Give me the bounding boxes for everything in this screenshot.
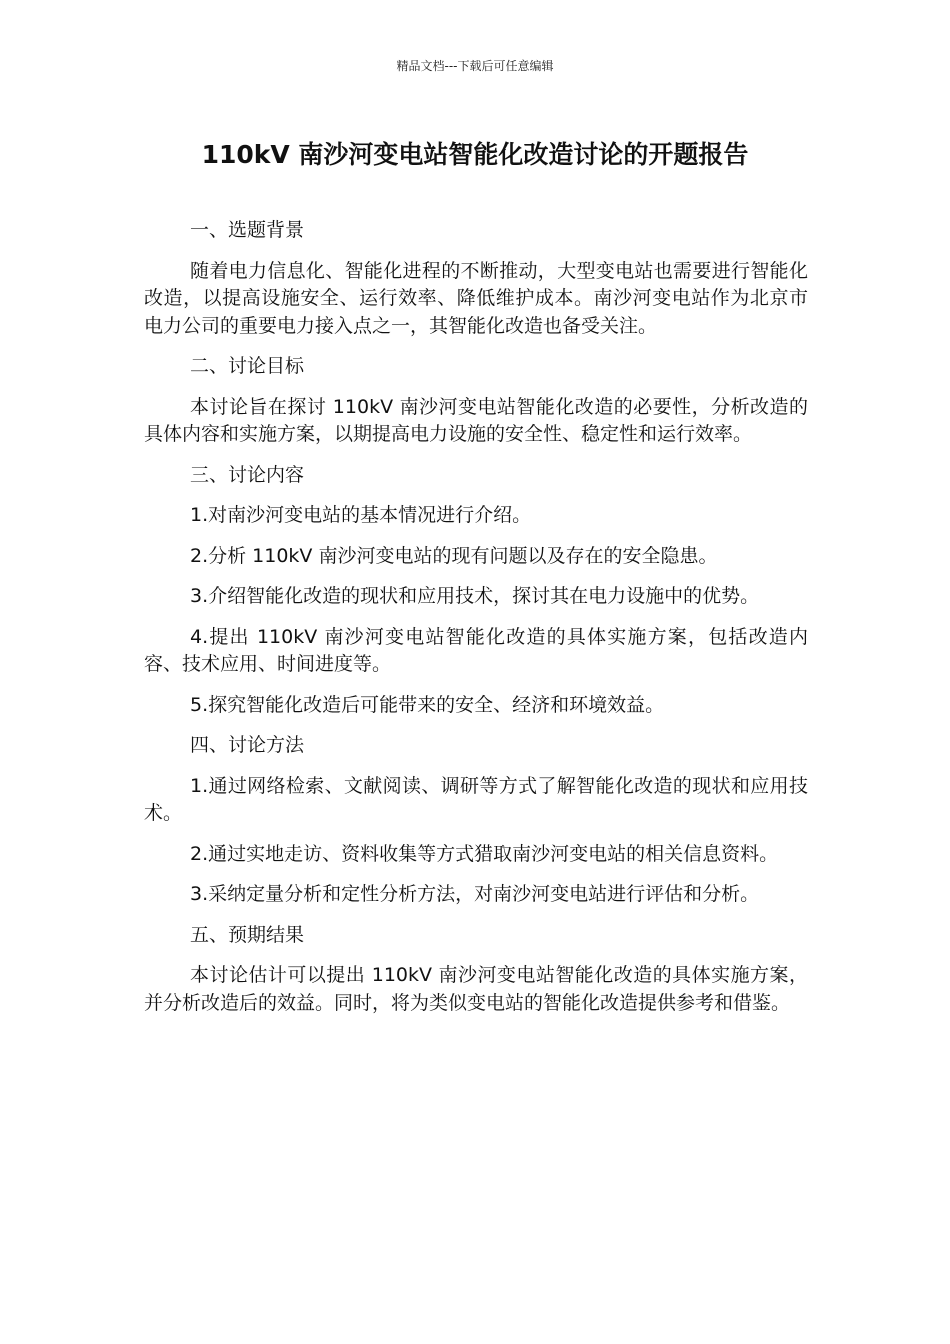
content-item-2: 2.分析 110kV 南沙河变电站的现有问题以及存在的安全隐患。: [190, 544, 718, 567]
document-body: [144, 217, 808, 1030]
method-item-3: 3.采纳定量分析和定性分析方法，对南沙河变电站进行评估和分析。: [190, 883, 760, 905]
header-note: 精品文档---下载后可任意编辑: [396, 59, 554, 73]
section-heading-objective: 二、讨论目标: [190, 355, 305, 377]
section-heading-content: 三、讨论内容: [190, 463, 305, 486]
paragraph-background: 随着电力信息化、智能化进程的不断推动，大型变电站也需要进行智能化改造，以提高设施安全、运行效率、降低维护成本。南沙河变电站作为北京市电力公司的重要电力接入点之一，其智能化改造也备受关注。: [144, 259, 808, 337]
content-item-4: 4.提出 110kV 南沙河变电站智能化改造的具体实施方案，包括改造内容、技术应用、时间进度等。: [144, 625, 808, 675]
section-heading-background: 一、选题背景: [190, 219, 305, 241]
content-item-5: 5.探究智能化改造后可能带来的安全、经济和环境效益。: [190, 693, 665, 716]
section-heading-results: 五、预期结果: [190, 923, 305, 946]
method-item-1: 1.通过网络检索、文献阅读、调研等方式了解智能化改造的现状和应用技术。: [144, 774, 808, 824]
paragraph-objective: 本讨论旨在探讨 110kV 南沙河变电站智能化改造的必要性，分析改造的具体内容和实施方案，以期提高电力设施的安全性、稳定性和运行效率。: [144, 395, 808, 445]
document-title: 110kV 南沙河变电站智能化改造讨论的开题报告: [201, 140, 749, 169]
section-heading-method: 四、讨论方法: [190, 734, 305, 756]
method-item-2: 2.通过实地走访、资料收集等方式猎取南沙河变电站的相关信息资料。: [190, 842, 779, 865]
content-item-1: 1.对南沙河变电站的基本情况进行介绍。: [190, 504, 532, 526]
content-item-3: 3.介绍智能化改造的现状和应用技术，探讨其在电力设施中的优势。: [190, 585, 760, 607]
paragraph-results: 本讨论估计可以提出 110kV 南沙河变电站智能化改造的具体实施方案，并分析改造后的效益。同时，将为类似变电站的智能化改造提供参考和借鉴。: [144, 964, 808, 1014]
